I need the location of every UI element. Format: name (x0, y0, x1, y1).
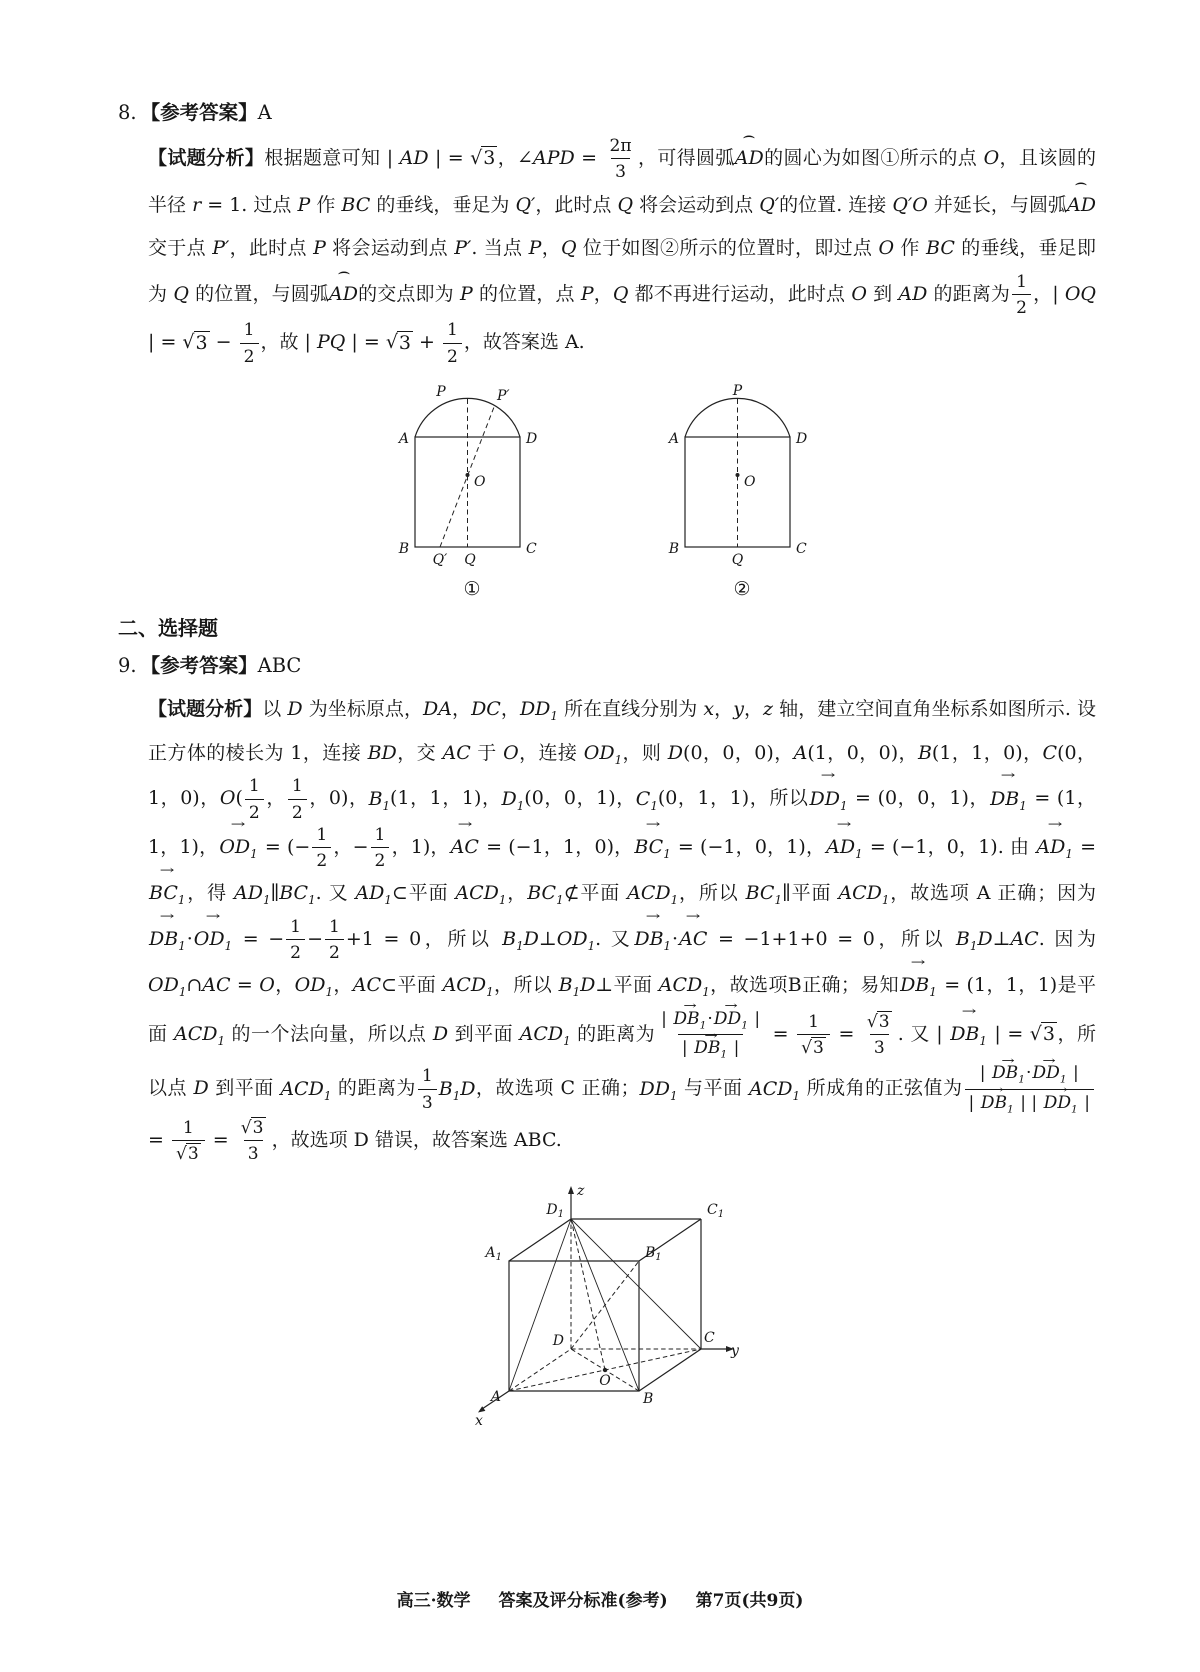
label-d: D (525, 430, 537, 447)
q8-number: 8. (118, 101, 137, 124)
segment-od1 (571, 1219, 605, 1370)
page-footer (0, 1586, 1200, 1611)
label-b: B (668, 540, 679, 557)
label-d1: $D_1$ (546, 1202, 564, 1221)
label-d: D (795, 430, 807, 447)
label-z-axis: z (577, 1183, 585, 1200)
label-p-prime: P′ (496, 387, 510, 404)
figure-1-caption: ① (463, 577, 481, 600)
q9-analysis-paragraph: 【试题分析】以 D 为坐标原点，DA，DC，$DD_1$ 所在直线分别为 x，y，z 轴，建立空间直角坐标系如图所示. 设正方体的棱长为 1，连接 BD，交 AC 于 O，连接 $OD_1$，则 D(0，0，0)，A(1，0，0)，B(1，1，0)，C(0，1，0)，O( $\frac{1}{2}$ ， $\frac{1}{2}$ ，0)，$B_1(1$，1，1)，$D_1(0$，0，1)，$C_1(0$，1，1)，所以$DD_1$ → = (0，0，1)，$DB_1$ → = (1，1，1)，$OD_1$ → = (− $\frac{1}{2}$ ，− $\frac{1}{2}$ ，1)，AC → = (−1，1，0)，$BC_1$ → = (−1，0，1)，$AD_1$ → = (−1，0，1). 由 $AD_1$ → = $BC_1$ →，得 $AD_1\parallel BC_1$. 又 $AD_1\subset$平面 $ACD_1$，$BC_1⊄$平面 $ACD_1$，所以 $BC_1\parallel$平面 $ACD_1$，故选项 A 正确；因为$DB_1 \to\cdot OD_1$ → = − $\frac{1}{2}$ − $\frac{1}{2}$ +1 = 0，所以 $B_1D\perp OD_1$. 又$DB_1 \to\cdot AC$ → = −1+1+0 = 0，所以 $B_1D\perp AC$. 因为 $OD_1\cap AC = O$，$OD_1$，AC⊂平面 $ACD_1$，所以 $B_1D\perp$平面 $ACD_1$，故选项B正确；易知$DB_1$ → = (1，1，1)是平面 $ACD_1$ 的一个法向量，所以点 D 到平面 $ACD_1$ 的距离为 $\frac{| DB_1 \to\cdot DD_1 \to |}{| DB_1 \to |}$ = $\frac{1}{√ 3}$ = $\frac{√ 3}{3}$ . 又 | $DB_1$ → | = √ 3 ，所以点 D 到平面 $ACD_1$ 的距离为 $\frac{1}{3}$ $B_1D$，故选项 C 正确；$DD_1$ 与平面 $ACD_1$ 所成角的正弦值为 $\frac{| DB_1 \to\cdot DD_1 \to |}{| DB_1 \to | | DD_1 \to |}$ = $\frac{1}{√ 3}$ = $\frac{√ 3}{3}$ ，故选项 D 错误，故答案选 ABC. (148, 688, 1096, 1165)
label-b: B (643, 1391, 654, 1408)
figure-1-diagram (385, 382, 560, 574)
section-2-heading: 二、选择题 (118, 615, 218, 640)
z-axis-arrowhead (568, 1186, 574, 1194)
cube-diagram (471, 1173, 743, 1431)
figure-1 (385, 382, 560, 600)
label-q-prime: Q′ (432, 551, 447, 568)
q8-answer: A (257, 101, 272, 124)
point-o-dot (735, 473, 739, 477)
figure-2-diagram (655, 382, 830, 574)
q9-figure-wrap (118, 1173, 1096, 1431)
label-p: P (435, 383, 446, 400)
point-o-dot (465, 473, 469, 477)
q9-answer-label: 【参考答案】 (140, 653, 258, 677)
footer-course: 高三·数学 (396, 1591, 471, 1611)
label-p: P (732, 382, 742, 399)
point-o-dot (603, 1368, 607, 1372)
figure-2-caption: ② (733, 577, 751, 600)
label-a: A (668, 430, 679, 447)
label-c: C (525, 540, 537, 557)
figure-2 (655, 382, 830, 600)
question-9-heading (118, 649, 1096, 682)
segment-d1a (509, 1219, 571, 1391)
label-a1: $A_1$ (485, 1245, 502, 1264)
q8-figures-row (118, 382, 1096, 600)
question-8-heading (118, 96, 1096, 129)
label-a: A (398, 430, 409, 447)
footer-title: 答案及评分标准(参考) (498, 1591, 668, 1611)
label-b1: $B_1$ (645, 1245, 662, 1264)
label-d: D (552, 1333, 564, 1350)
label-c1: $C_1$ (707, 1202, 725, 1221)
label-b: B (398, 540, 409, 557)
page-content (118, 96, 1096, 1431)
q8-analysis-paragraph: 【试题分析】根据题意可知 | AD | = √ 3 ，∠APD = $\frac{2\pi}{3}$ ，可得圆弧AD ⌢的圆心为如图①所示的点 O，且该圆的半径 r = 1. 过点 P 作 BC 的垂线，垂足为 Q′，此时点 Q 将会运动到点 Q′的位置. 连接 Q′O 并延长，与圆弧AD ⌢交于点 P′，此时点 P 将会运动到点 P′. 当点 P，Q 位于如图②所示的位置时，即过点 O 作 BC 的垂线，垂足即为 Q 的位置，与圆弧AD ⌢的交点即为 P 的位置，点 P，Q 都不再进行运动，此时点 O 到 AD 的距离为 $\frac{1}{2}$ ，| OQ | = √ 3 − $\frac{1}{2}$ ，故 | PQ | = √ 3 + $\frac{1}{2}$ ，故答案选 A. (148, 135, 1096, 368)
segment-d1b (571, 1219, 639, 1391)
label-o: O (473, 473, 485, 490)
footer-page-info: 第7页(共9页) (695, 1591, 804, 1611)
segment-d1c (571, 1219, 701, 1349)
label-q: Q (731, 551, 743, 568)
q9-number: 9. (118, 653, 137, 677)
label-o: O (599, 1373, 611, 1390)
label-a: A (490, 1389, 501, 1406)
label-y-axis: y (731, 1343, 739, 1360)
label-o: O (743, 473, 755, 490)
q8-answer-label: 【参考答案】 (140, 101, 258, 124)
q9-answer: ABC (257, 653, 302, 677)
label-x-axis: x (475, 1413, 483, 1430)
label-c: C (704, 1330, 715, 1347)
label-q: Q (463, 551, 476, 568)
label-c: C (795, 540, 807, 557)
